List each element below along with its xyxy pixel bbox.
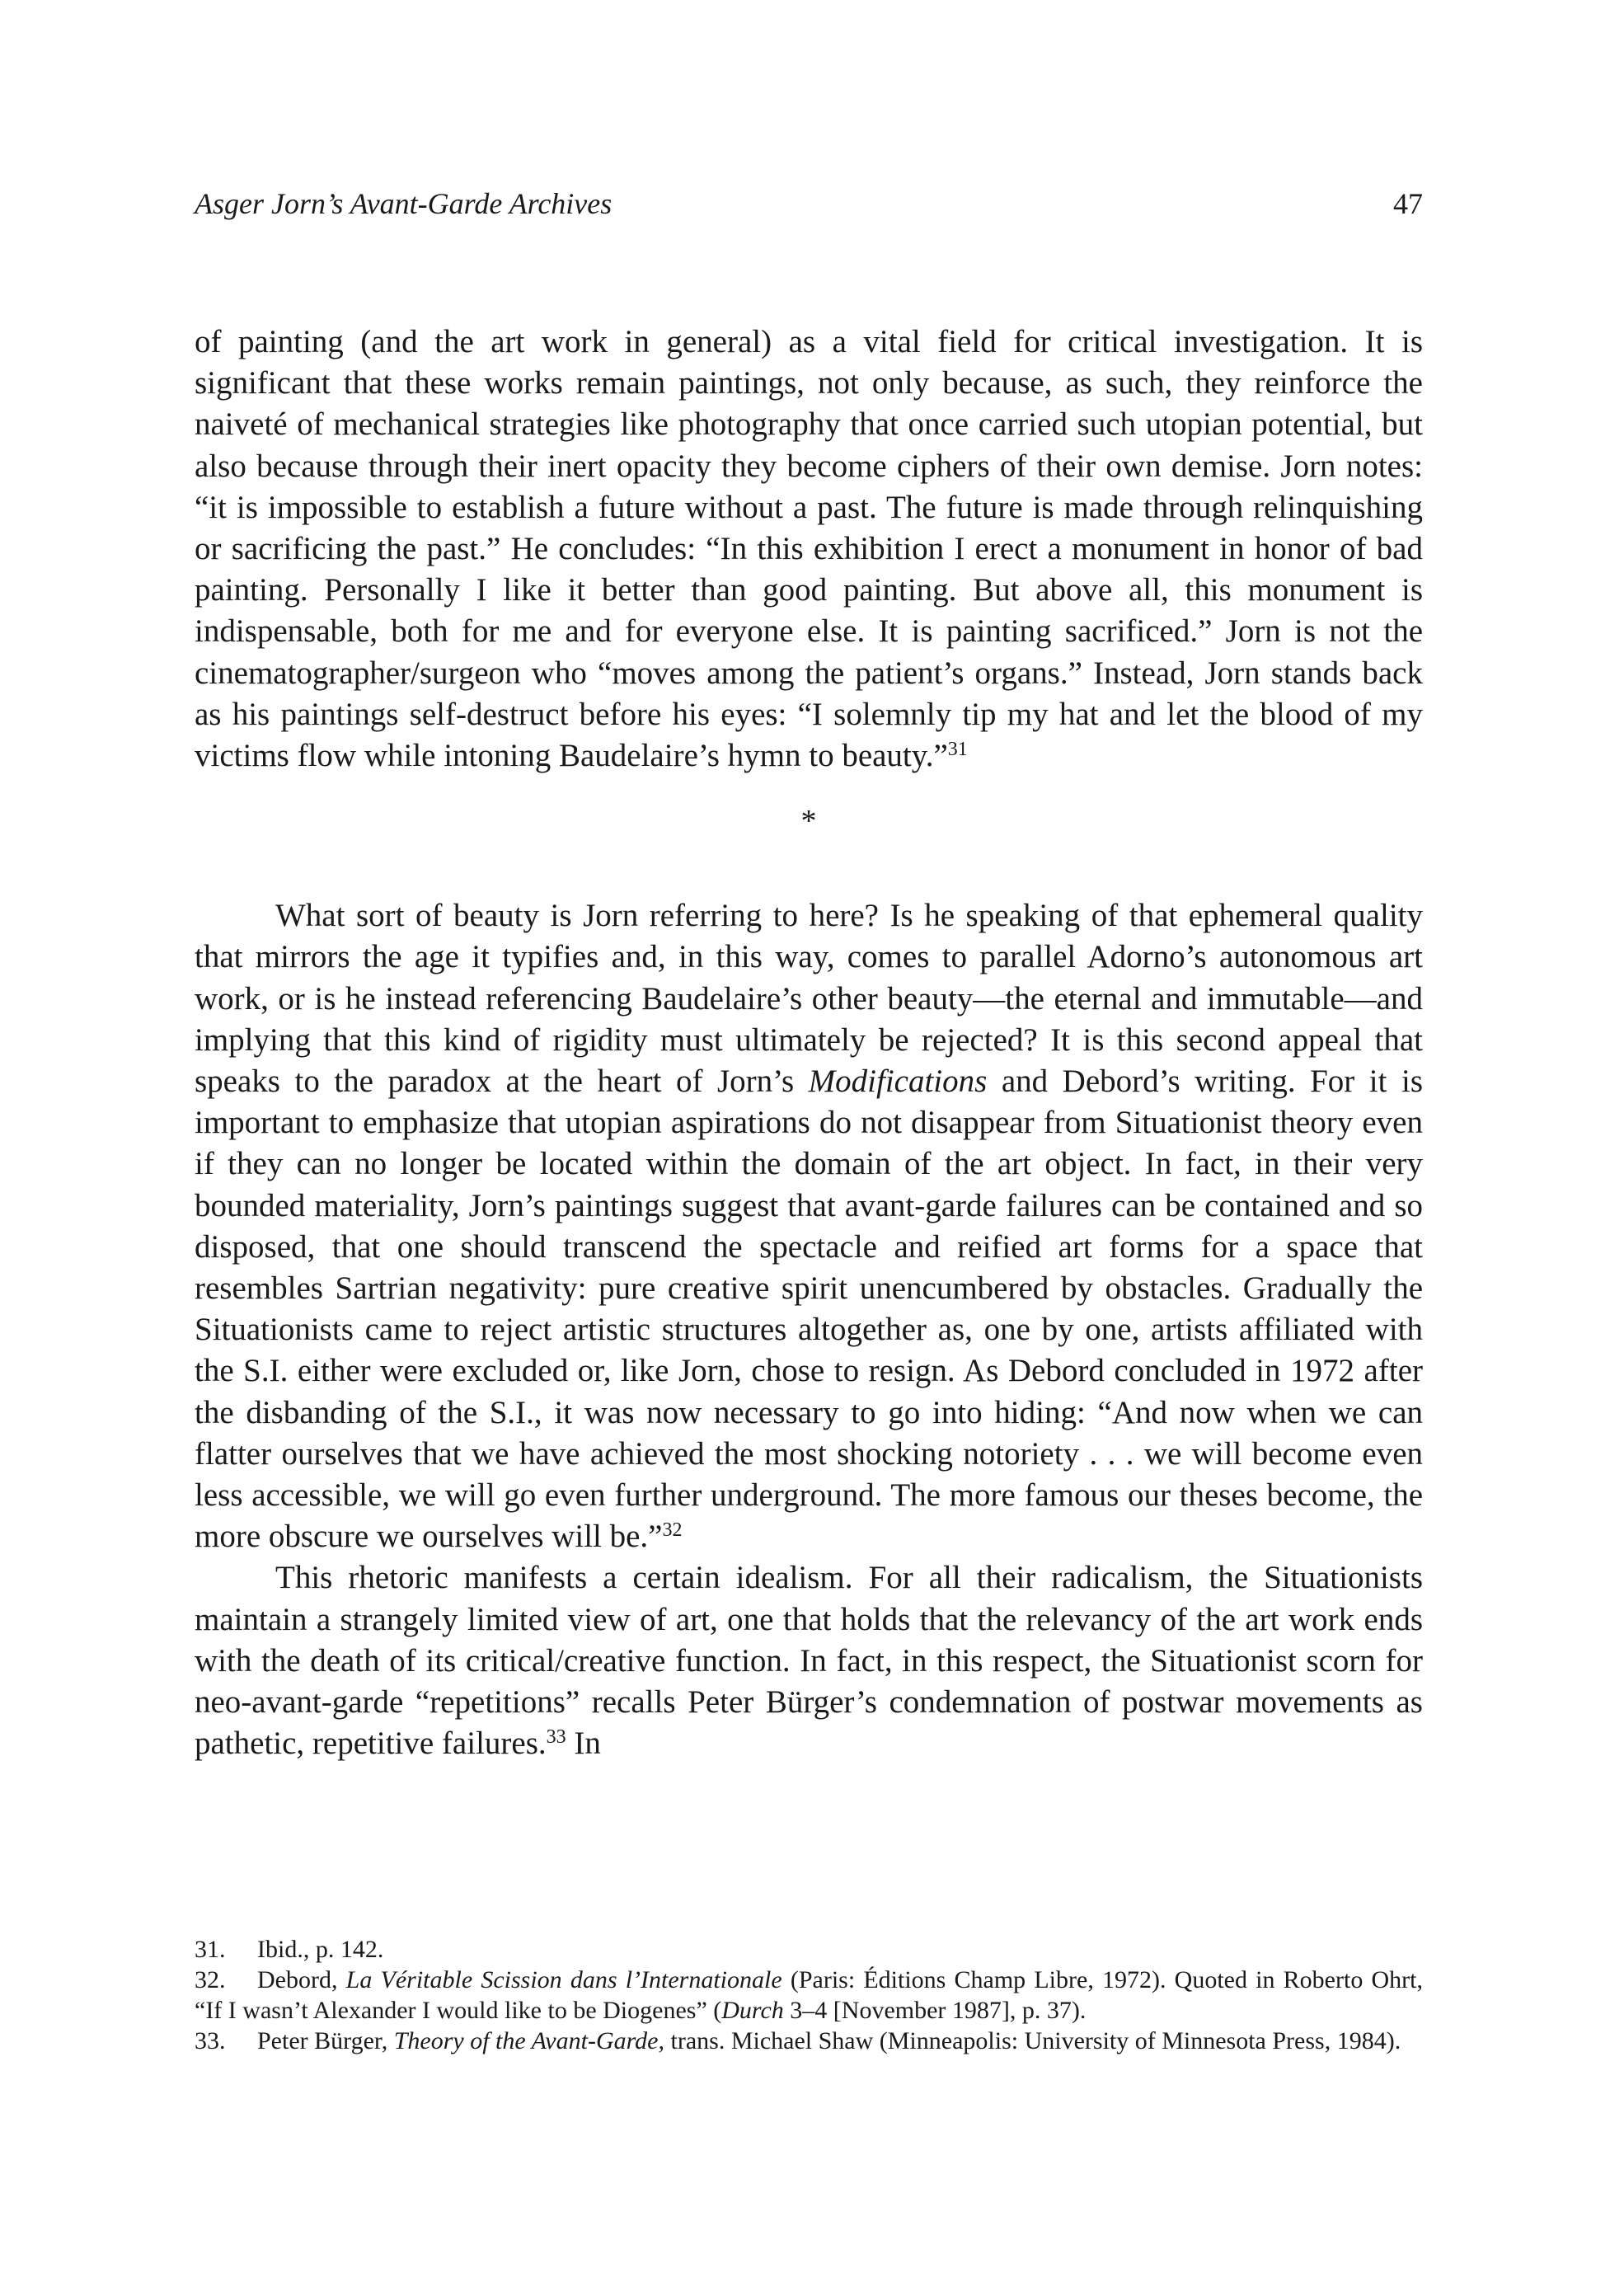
footnotes <box>195 1934 1423 2056</box>
running-head <box>195 183 1423 224</box>
paragraph-text: What sort of beauty is Jorn referring to here? Is he speaking of that ephemeral quality that mirrors the age it typifies and, in this way, comes to parallel Adorno’s autonomous art work, or is he instead referencing Baudelaire’s other beauty—the eternal and immutable—and implying that this kind of rigidity must ultimately be rejected? It is this second appeal that speaks to the paradox at the heart of Jorn’s <box>195 898 1423 1100</box>
footnote-32 <box>195 1965 1423 2026</box>
footnote-number: 31. <box>195 1936 226 1963</box>
footnote-italic-journal: Durch <box>721 1997 784 2024</box>
paragraph-3 <box>195 1557 1423 1764</box>
main-text <box>195 322 1423 1765</box>
paragraph-2 <box>195 895 1423 1557</box>
paragraph-text: In <box>566 1726 601 1762</box>
footnote-italic-title: La Véritable Scission dans l’Internationale <box>345 1966 782 1993</box>
footnote-text: Ibid., p. 142. <box>257 1936 384 1963</box>
footnote-31 <box>195 1934 1423 1965</box>
footnote-text: Debord, <box>257 1966 346 1993</box>
section-separator: * <box>800 804 817 839</box>
footnote-number: 32. <box>195 1966 226 1993</box>
footnote-reference-32: 32 <box>662 1519 683 1542</box>
paragraph-text: of painting (and the art work in general) as a vital field for critical investigation. It is significant that these works remain paintings, not only because, as such, they reinforce the naiveté of mechanical strategies like photography that once carried such utopian potential, but also because through their inert opacity they become ciphers of their own demise. Jorn notes: “it is impossible to establish a future without a past. The future is made through relinquishing or sacrificing the past.” He concludes: “In this exhibition I erect a monument in honor of bad painting. Personally I like it better than good painting. But above all, this monument is indispensable, both for me and for everyone else. It is painting sacrificed.” Jorn is not the cinematographer/surgeon who “moves among the patient’s organs.” Instead, Jorn stands back as his paintings self-destruct before his eyes: “I solemnly tip my hat and let the blood of my victims flow while intoning Baudelaire’s hymn to beauty.” <box>195 324 1423 774</box>
paragraph-text: This rhetoric manifests a certain idealism. For all their radicalism, the Situationists maintain a strangely limited view of art, one that holds that the relevancy of the art work ends with the death of its critical/creative function. In fact, in this respect, the Situationist scorn for neo-avant-garde “repetitions” recalls Peter Bürger’s condemnation of postwar movements as pathetic, repetitive failures. <box>195 1560 1423 1762</box>
page-number: 47 <box>1393 187 1423 220</box>
paragraph-text: and Debord’s writing. For it is important to emphasize that utopian aspirations do not disappear from Situationist theory even if they can no longer be located within the domain of the art object. In fact, in their very bounded materiality, Jorn’s paintings suggest that avant-garde failures can be contained and so disposed, that one should transcend the spectacle and reified art forms for a space that resembles Sartrian negativity: pure creative spirit unencumbered by obstacles. Gradually the Situationists came to reject artistic structures altogether as, one by one, artists affiliated with the S.I. either were excluded or, like Jorn, chose to resign. As Debord concluded in 1972 after the disbanding of the S.I., it was now necessary to go into hiding: “And now when we can flatter ourselves that we have achieved the most shocking notoriety . . . we will become even less accessible, we will go even further underground. The more famous our theses become, the more obscure we ourselves will be.” <box>195 1064 1423 1555</box>
footnote-italic-title: Theory of the Avant-Garde, <box>393 2027 664 2054</box>
footnote-number: 33. <box>195 2027 226 2054</box>
running-title: Asger Jorn’s Avant-Garde Archives <box>195 187 613 220</box>
footnote-reference-33: 33 <box>546 1726 566 1749</box>
footnote-33 <box>195 2026 1423 2056</box>
italic-title-modifications: Modifications <box>808 1064 988 1100</box>
footnote-text: trans. Michael Shaw (Minneapolis: University of Minnesota Press, 1984). <box>664 2027 1401 2054</box>
footnote-reference-31: 31 <box>947 739 968 761</box>
footnote-text: (Paris: Éditions Champ Libre, 1972). Quoted in Roberto Ohrt, “If I wasn’t Alexander I would like to be Diogenes” ( <box>195 1966 1423 2024</box>
footnote-text: 3–4 [November 1987], p. 37). <box>783 1997 1087 2024</box>
paragraph-1 <box>195 322 1423 777</box>
footnote-text: Peter Bürger, <box>257 2027 394 2054</box>
